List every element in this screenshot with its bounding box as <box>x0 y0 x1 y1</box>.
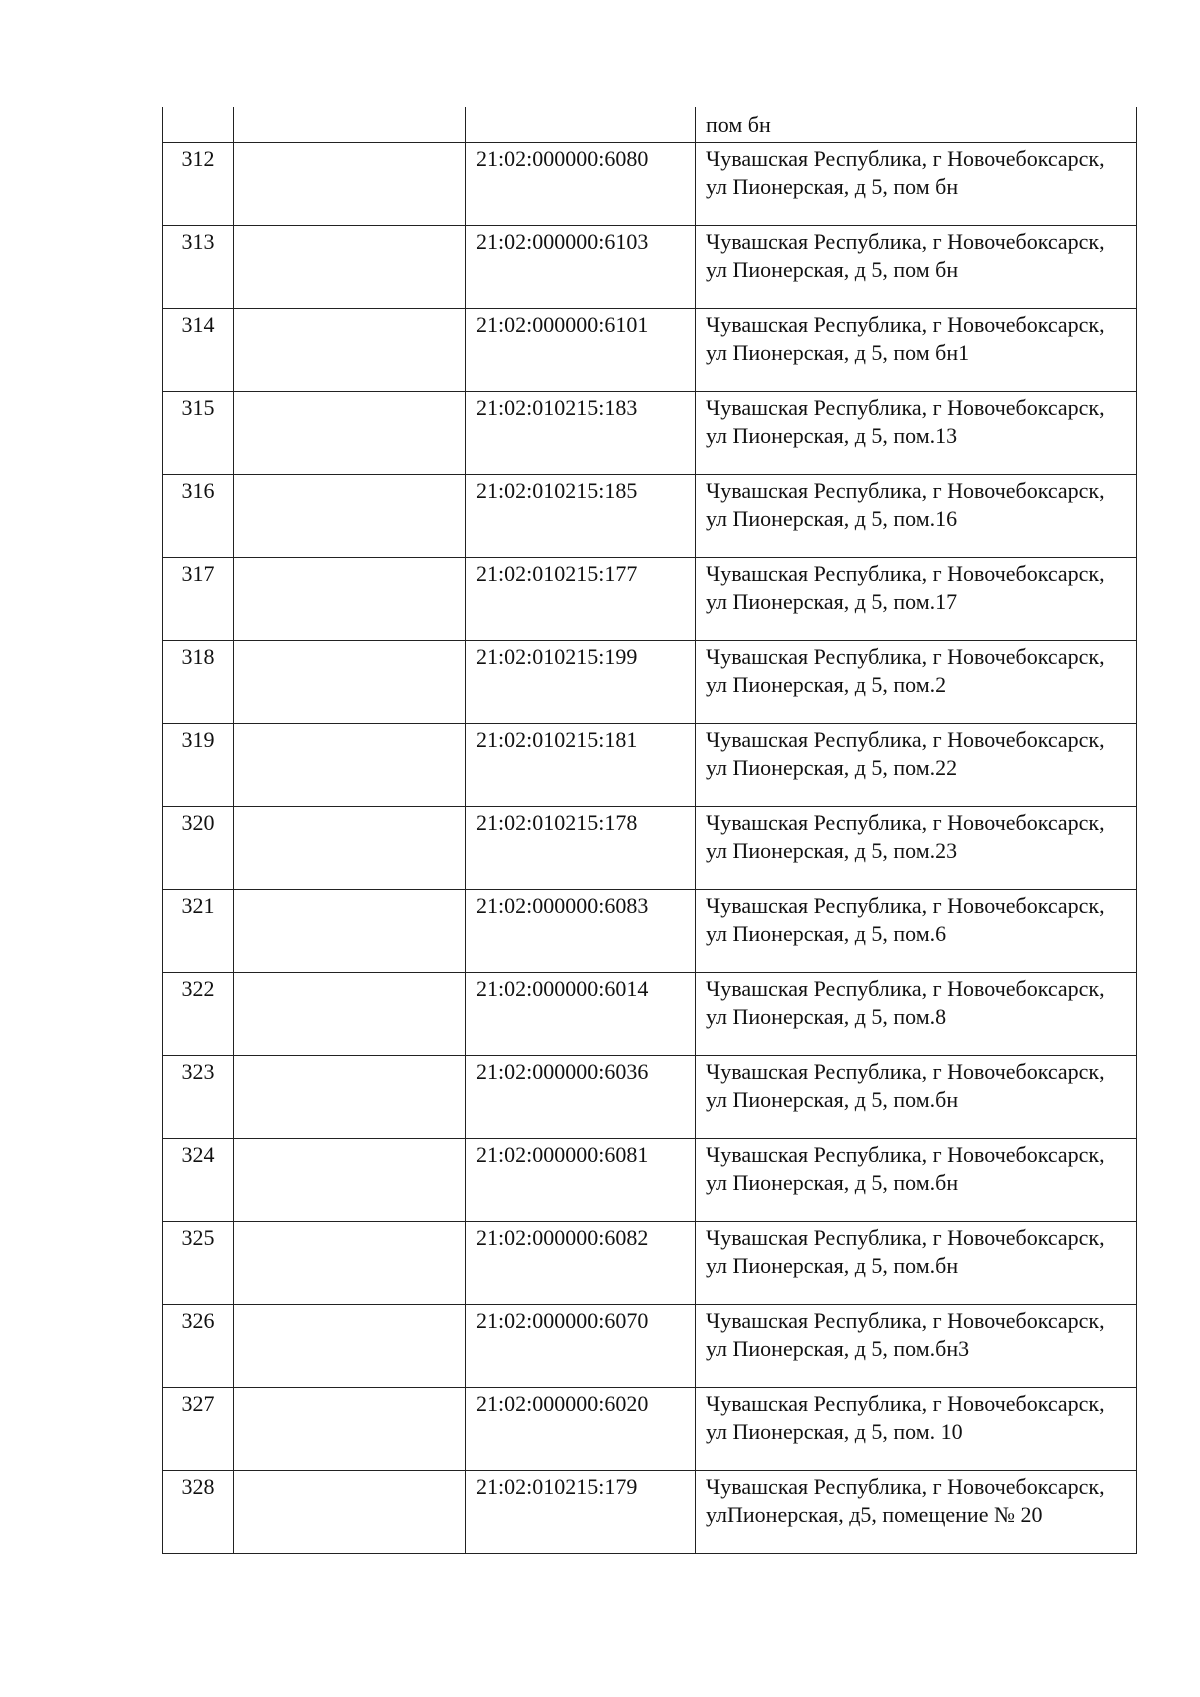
cell-address: Чувашская Республика, г Новочебоксарск, ул Пионерская, д 5, пом.2 <box>696 640 1137 723</box>
cell-cadastral-number: 21:02:010215:199 <box>466 640 696 723</box>
cell-number: 317 <box>163 557 234 640</box>
cell-name <box>234 308 466 391</box>
cell-number: 328 <box>163 1470 234 1553</box>
cell-address: Чувашская Республика, г Новочебоксарск, ул Пионерская, д 5, пом.8 <box>696 972 1137 1055</box>
cell-cadastral-number: 21:02:000000:6101 <box>466 308 696 391</box>
cell-name <box>234 225 466 308</box>
cell-name <box>234 1387 466 1470</box>
cell-cadastral-number: 21:02:010215:183 <box>466 391 696 474</box>
table-row <box>163 225 1137 308</box>
cell-cadastral-number: 21:02:000000:6014 <box>466 972 696 1055</box>
cell-number: 327 <box>163 1387 234 1470</box>
cell-name <box>234 806 466 889</box>
cell-cadastral-number: 21:02:000000:6103 <box>466 225 696 308</box>
cell-address: Чувашская Республика, г Новочебоксарск, ул Пионерская, д 5, пом.13 <box>696 391 1137 474</box>
cell-name <box>234 1138 466 1221</box>
cell-cadastral-number: 21:02:010215:185 <box>466 474 696 557</box>
cell-cadastral-number: 21:02:010215:177 <box>466 557 696 640</box>
cell-number: 313 <box>163 225 234 308</box>
cell-number: 318 <box>163 640 234 723</box>
cell-cadastral-number <box>466 107 696 142</box>
table-row <box>163 723 1137 806</box>
cell-name <box>234 1304 466 1387</box>
cell-name <box>234 142 466 225</box>
cell-number: 319 <box>163 723 234 806</box>
cell-address: Чувашская Республика, г Новочебоксарск, ул Пионерская, д 5, пом.бн <box>696 1221 1137 1304</box>
table-row <box>163 557 1137 640</box>
cell-cadastral-number: 21:02:000000:6082 <box>466 1221 696 1304</box>
table-row <box>163 474 1137 557</box>
property-table <box>162 107 1137 1554</box>
cell-address: Чувашская Республика, г Новочебоксарск, ул Пионерская, д 5, пом.22 <box>696 723 1137 806</box>
cell-address: Чувашская Республика, г Новочебоксарск, ул Пионерская, д 5, пом бн <box>696 225 1137 308</box>
cell-name <box>234 391 466 474</box>
table-row <box>163 1470 1137 1553</box>
cell-address: Чувашская Республика, г Новочебоксарск, ул Пионерская, д 5, пом.бн <box>696 1138 1137 1221</box>
cell-cadastral-number: 21:02:000000:6070 <box>466 1304 696 1387</box>
cell-number: 320 <box>163 806 234 889</box>
cell-cadastral-number: 21:02:000000:6080 <box>466 142 696 225</box>
cell-number: 321 <box>163 889 234 972</box>
cell-cadastral-number: 21:02:000000:6083 <box>466 889 696 972</box>
cell-address: Чувашская Республика, г Новочебоксарск, ул Пионерская, д 5, пом.17 <box>696 557 1137 640</box>
cell-number: 312 <box>163 142 234 225</box>
cell-address: пом бн <box>696 107 1137 142</box>
cell-name <box>234 640 466 723</box>
cell-name <box>234 1221 466 1304</box>
cell-cadastral-number: 21:02:010215:181 <box>466 723 696 806</box>
table-row <box>163 640 1137 723</box>
table-row <box>163 1138 1137 1221</box>
cell-name <box>234 557 466 640</box>
table-row <box>163 1221 1137 1304</box>
cell-number: 322 <box>163 972 234 1055</box>
cell-address: Чувашская Республика, г Новочебоксарск, ул Пионерская, д 5, пом.бн <box>696 1055 1137 1138</box>
cell-number: 325 <box>163 1221 234 1304</box>
property-table-body <box>163 107 1137 1553</box>
table-row <box>163 1055 1137 1138</box>
table-row <box>163 889 1137 972</box>
cell-number: 316 <box>163 474 234 557</box>
cell-address: Чувашская Республика, г Новочебоксарск, улПионерская, д5, помещение № 20 <box>696 1470 1137 1553</box>
cell-name <box>234 1470 466 1553</box>
cell-cadastral-number: 21:02:010215:178 <box>466 806 696 889</box>
cell-address: Чувашская Республика, г Новочебоксарск, ул Пионерская, д 5, пом.23 <box>696 806 1137 889</box>
table-row <box>163 308 1137 391</box>
table-row <box>163 391 1137 474</box>
cell-cadastral-number: 21:02:010215:179 <box>466 1470 696 1553</box>
cell-number: 314 <box>163 308 234 391</box>
table-row <box>163 972 1137 1055</box>
table-row <box>163 806 1137 889</box>
cell-number <box>163 107 234 142</box>
cell-name <box>234 723 466 806</box>
cell-number: 324 <box>163 1138 234 1221</box>
cell-address: Чувашская Республика, г Новочебоксарск, ул Пионерская, д 5, пом. 10 <box>696 1387 1137 1470</box>
cell-cadastral-number: 21:02:000000:6036 <box>466 1055 696 1138</box>
cell-address: Чувашская Республика, г Новочебоксарск, ул Пионерская, д 5, пом.6 <box>696 889 1137 972</box>
cell-address: Чувашская Республика, г Новочебоксарск, ул Пионерская, д 5, пом.бн3 <box>696 1304 1137 1387</box>
cell-address: Чувашская Республика, г Новочебоксарск, ул Пионерская, д 5, пом.16 <box>696 474 1137 557</box>
cell-number: 315 <box>163 391 234 474</box>
cell-name <box>234 1055 466 1138</box>
cell-name <box>234 972 466 1055</box>
table-row <box>163 142 1137 225</box>
cell-name <box>234 889 466 972</box>
table-row <box>163 1304 1137 1387</box>
cell-address: Чувашская Республика, г Новочебоксарск, ул Пионерская, д 5, пом бн1 <box>696 308 1137 391</box>
cell-cadastral-number: 21:02:000000:6081 <box>466 1138 696 1221</box>
cell-name <box>234 107 466 142</box>
cell-number: 326 <box>163 1304 234 1387</box>
cell-cadastral-number: 21:02:000000:6020 <box>466 1387 696 1470</box>
cell-number: 323 <box>163 1055 234 1138</box>
cell-name <box>234 474 466 557</box>
table-row <box>163 1387 1137 1470</box>
table-row-continuation <box>163 107 1137 142</box>
cell-address: Чувашская Республика, г Новочебоксарск, ул Пионерская, д 5, пом бн <box>696 142 1137 225</box>
